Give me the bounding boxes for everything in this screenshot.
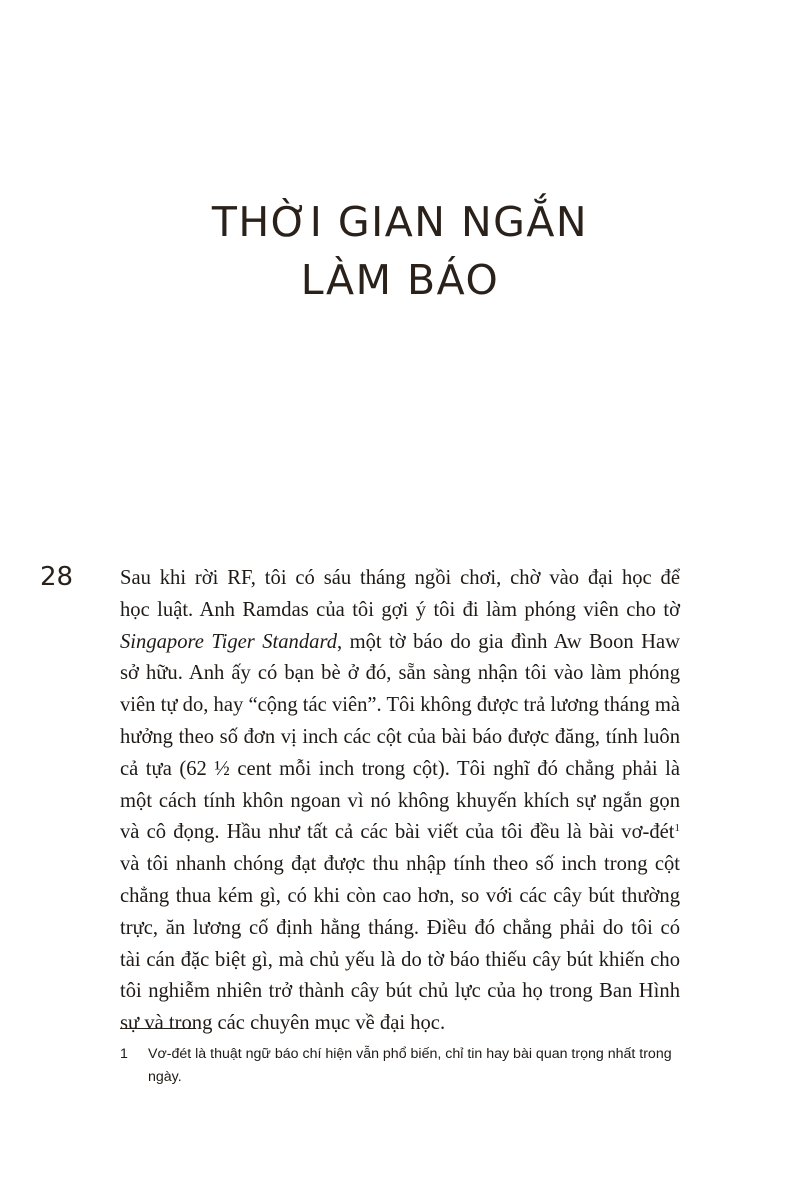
paragraph-line: tài cán đặc biệt gì, mà chủ yếu là do tờ báo thiếu cây bút khiến cho <box>120 948 680 971</box>
paragraph-line-rest: , một tờ báo do gia đình Aw Boon Haw <box>337 630 680 653</box>
chapter-title-line-1: THỜI GIAN NGẮN <box>211 198 589 246</box>
paragraph-line <box>120 627 680 659</box>
page-number: 28 <box>40 562 74 592</box>
body-paragraph <box>120 563 680 1040</box>
paragraph-line <box>120 817 680 849</box>
paragraph-line: tôi nghiễm nhiên trở thành cây bút chủ lực của họ trong Ban Hình <box>120 980 680 1003</box>
paragraph-line: một cách tính khôn ngoan vì nó không khuyến khích sự ngắn gọn <box>120 789 680 812</box>
publication-name: Singapore Tiger Standard <box>120 630 337 653</box>
paragraph-line: trực, ăn lương cố định hằng tháng. Điều đó chẳng phải do tôi có <box>120 916 680 939</box>
paragraph-line: sự và trong các chuyên mục về đại học. <box>120 1012 446 1035</box>
footnote <box>120 1043 690 1089</box>
paragraph-line-text: và cô đọng. Hầu như tất cả các bài viết của tôi đều là bài vơ-đét <box>120 821 675 844</box>
paragraph-line: Sau khi rời RF, tôi có sáu tháng ngồi chơi, chờ vào đại học để <box>120 567 680 589</box>
footnote-number: 1 <box>120 1046 128 1062</box>
paragraph-line: hưởng theo số đơn vị inch các cột của bài báo được đăng, tính luôn <box>120 725 680 748</box>
paragraph-line: học luật. Anh Ramdas của tôi gợi ý tôi đi làm phóng viên cho tờ <box>120 598 680 621</box>
paragraph-line: chẳng thua kém gì, có khi còn cao hơn, so với các cây bút thường <box>120 884 680 907</box>
footnote-divider <box>120 1028 196 1029</box>
paragraph-line: cả tựa (62 ½ cent mỗi inch trong cột). Tôi nghĩ đó chẳng phải là <box>120 757 680 780</box>
footnote-text: Vơ-đét là thuật ngữ báo chí hiện vẫn phổ biến, chỉ tin hay bài quan trọng nhất trong ngày. <box>148 1046 672 1085</box>
paragraph-line: và tôi nhanh chóng đạt được thu nhập tính theo số inch trong cột <box>120 853 680 876</box>
paragraph-line: sở hữu. Anh ấy có bạn bè ở đó, sẵn sàng nhận tôi vào làm phóng <box>120 662 680 685</box>
footnote-reference: 1 <box>674 822 680 835</box>
paragraph-line: viên tự do, hay “cộng tác viên”. Tôi không được trả lương tháng mà <box>120 694 680 717</box>
chapter-title-line-2: LÀM BÁO <box>300 256 500 304</box>
